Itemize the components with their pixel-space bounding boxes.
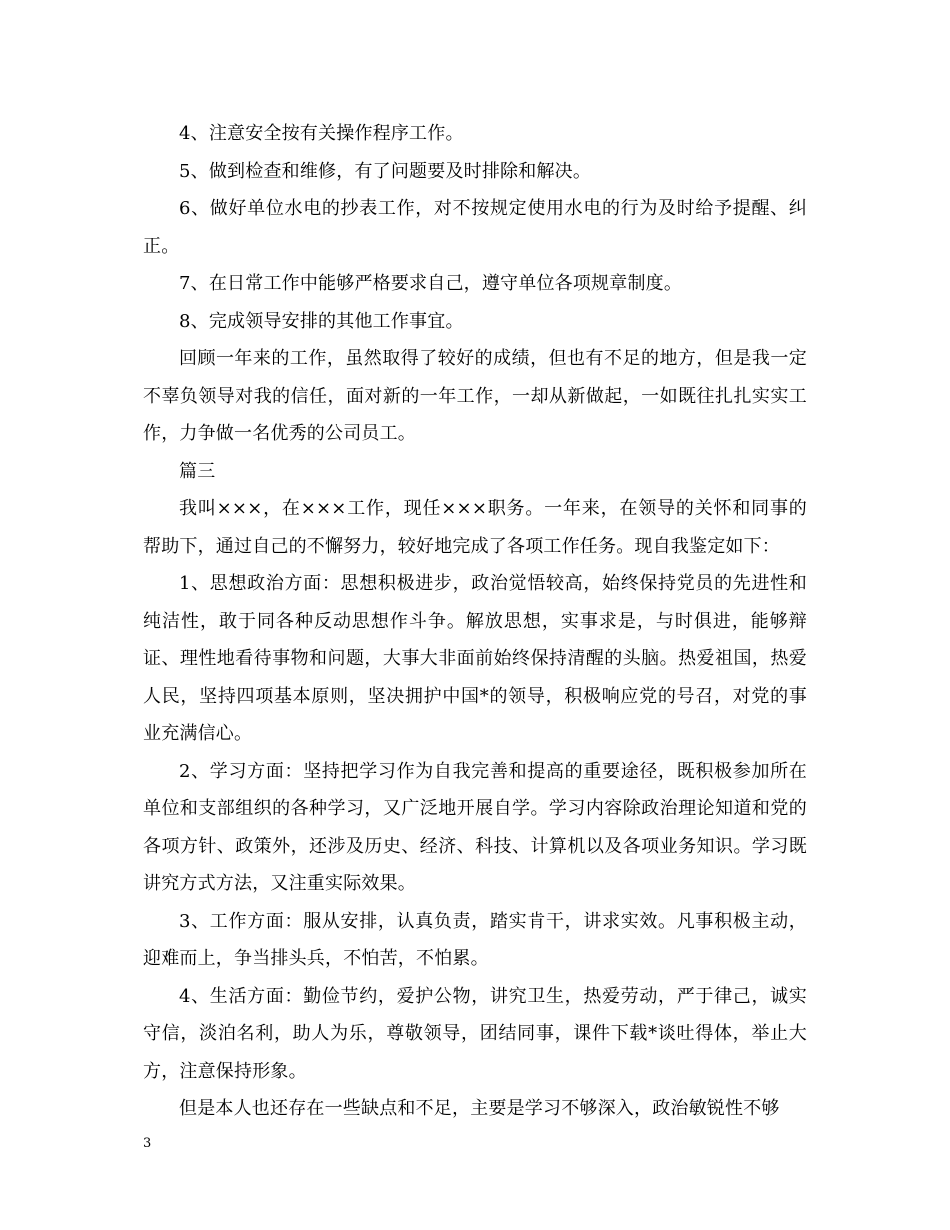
paragraph-item-7: 7、在日常工作中能够严格要求自己，遵守单位各项规章制度。 <box>179 273 683 294</box>
document-body <box>143 115 807 1128</box>
paragraph-item-4: 4、注意安全按有关操作程序工作。 <box>179 123 464 144</box>
paragraph-review: 回顾一年来的工作，虽然取得了较好的成绩，但也有不足的地方，但是我一定不辜负领导对我的信任，面对新的一年工作，一却从新做起，一如既往扎扎实实工作，力争做一名优秀的公司员工。 <box>143 348 807 444</box>
paragraph-item-5: 5、做到检查和维修，有了问题要及时排除和解决。 <box>179 160 592 182</box>
paragraph-ideology: 1、思想政治方面：思想积极进步，政治觉悟较高，始终保持党员的先进性和纯洁性，敢于同各种反动思想作斗争。解放思想，实事求是，与时俱进，能够辩证、理性地看待事物和问题，大事大非面前始终保持清醒的头脑。热爱祖国，热爱人民，坚持四项基本原则，坚决拥护中国*的领导，积极响应党的号召，对党的事业充满信心。 <box>143 573 807 744</box>
paragraph-intro: 我叫×××，在×××工作，现任×××职务。一年来，在领导的关怀和同事的帮助下，通过自己的不懈努力，较好地完成了各项工作任务。现自我鉴定如下： <box>143 498 807 557</box>
page-number: 3 <box>143 1136 152 1151</box>
paragraph-shortcomings: 但是本人也还存在一些缺点和不足，主要是学习不够深入，政治敏锐性不够 <box>179 1098 780 1119</box>
paragraph-study: 2、学习方面：坚持把学习作为自我完善和提高的重要途径，既积极参加所在单位和支部组织的各种学习，又广泛地开展自学。学习内容除政治理论知道和党的各项方针、政策外，还涉及历史、经济、科技、计算机以及各项业务知识。学习既讲究方式方法，又注重实际效果。 <box>143 760 807 894</box>
paragraph-work: 3、工作方面：服从安排，认真负责，踏实肯干，讲求实效。凡事积极主动，迎难而上，争当排头兵，不怕苦，不怕累。 <box>143 910 807 969</box>
section-heading: 篇三 <box>179 460 216 482</box>
paragraph-item-6: 6、做好单位水电的抄表工作，对不按规定使用水电的行为及时给予提醒、纠正。 <box>143 198 807 257</box>
paragraph-item-8: 8、完成领导安排的其他工作事宜。 <box>179 310 464 332</box>
paragraph-life: 4、生活方面：勤俭节约，爱护公物，讲究卫生，热爱劳动，严于律己，诚实守信，淡泊名利，助人为乐，尊敬领导，团结同事，课件下载*谈吐得体，举止大方，注意保持形象。 <box>143 985 807 1082</box>
